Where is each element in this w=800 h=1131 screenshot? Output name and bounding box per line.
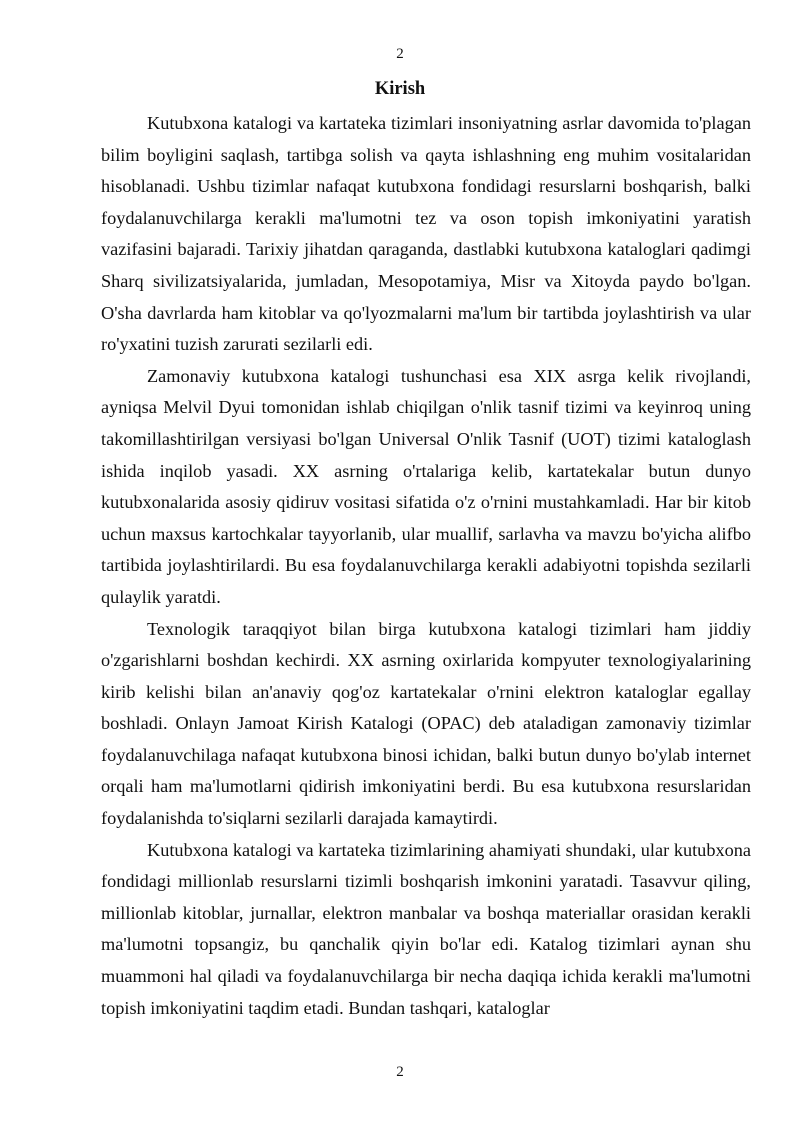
section-heading: Kirish: [374, 79, 426, 99]
paragraph: Texnologik taraqqiyot bilan birga kutubxona katalogi tizimlari ham jiddiy o'zgarishlarni boshdan kechirdi. XX asrning oxirlarida kompyuter texnologiyalarining kirib kelishi bilan an'anaviy qog'oz kartatekalar o'rnini elektron kataloglar egallay boshladi. Onlayn Jamoat Kirish Katalogi (OPAC) deb ataladigan zamonaviy tizimlar foydalanuvchilaga nafaqat kutubxona binosi ichidan, balki butun dunyo bo'ylab internet orqali ham ma'lumotlarni qidirish imkoniyatini berdi. Bu esa kutubxona resurslaridan foydalanishda to'siqlarni sezilarli darajada kamaytirdi.: [101, 618, 751, 829]
paragraph: Kutubxona katalogi va kartateka tizimlari insoniyatning asrlar davomida to'plagan bilim boyligini saqlash, tartibga solish va qayta ishlashning eng muhim vositalaridan hisoblanadi. Ushbu tizimlar nafaqat kutubxona fondidagi resurslarni boshqarish, balki foydalanuvchilarga kerakli ma'lumotni tez va oson topish imkoniyatini yaratish vazifasini bajaradi. Tarixiy jihatdan qaraganda, dastlabki kutubxona kataloglari qadimgi Sharq sivilizatsiyalarida, jumladan, Mesopotamiya, Misr va Xitoyda paydo bo'lgan. O'sha davrlarda ham kitoblar va qo'lyozmalarni ma'lum bir tartibda joylashtirish va ular ro'yxatini tuzish zarurati sezilarli edi.: [101, 113, 751, 355]
body-text: [101, 108, 751, 1024]
page-number-bottom: 2: [396, 1064, 404, 1080]
paragraph: Kutubxona katalogi va kartateka tizimlarining ahamiyati shundaki, ular kutubxona fondidagi millionlab resurslarni tizimli boshqarish imkonini yaratadi. Tasavvur qiling, millionlab kitoblar, jurnallar, elektron manbalar va boshqa materiallar orasidan kerakli ma'lumotni topsangiz, bu qanchalik qiyin bo'lar edi. Katalog tizimlari aynan shu muammoni hal qiladi va foydalanuvchilarga bir necha daqiqa ichida kerakli ma'lumotni topish imkoniyatini taqdim etadi. Bundan tashqari, kataloglar: [101, 839, 751, 1018]
paragraph: Zamonaviy kutubxona katalogi tushunchasi esa XIX asrga kelik rivojlandi, ayniqsa Melvil Dyui tomonidan ishlab chiqilgan o'nlik tasnif tizimi va keyinroq uning takomillashtirilgan versiyasi bo'lgan Universal O'nlik Tasnif (UOT) tizimi kataloglash ishida inqilob yasadi. XX asrning o'rtalariga kelib, kartatekalar butun dunyo kutubxonalarida asosiy qidiruv vositasi sifatida o'z o'rnini mustahkamladi. Har bir kitob uchun maxsus kartochkalar tayyorlanib, ular muallif, sarlavha va mavzu bo'yicha alifbo tartibida joylashtirilardi. Bu esa foydalanuvchilarga kerakli adabiyotni topishda sezilarli qulaylik yaratdi.: [101, 365, 751, 607]
page-number-top: 2: [396, 46, 404, 62]
